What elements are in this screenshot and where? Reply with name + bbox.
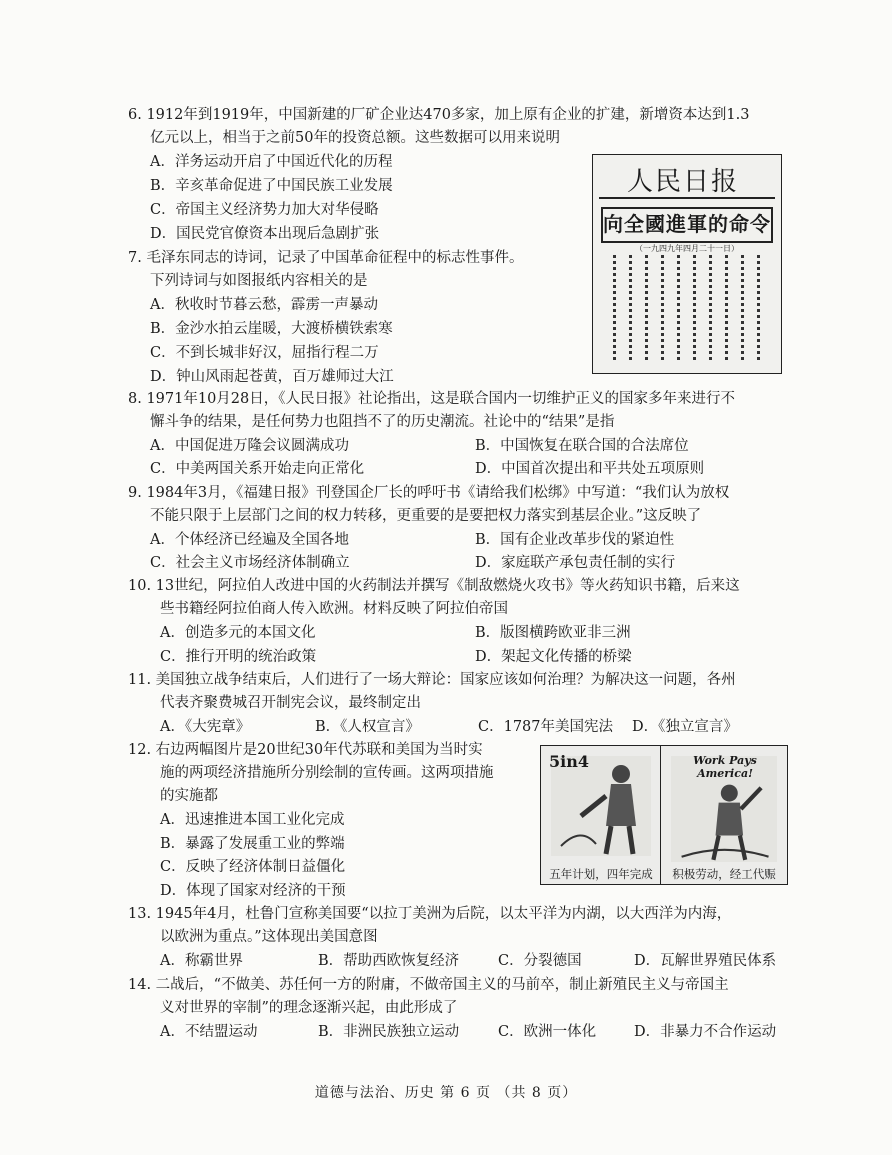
- q13-option-b: B．帮助西欧恢复经济: [318, 953, 460, 969]
- q6-option-c: C．帝国主义经济势力加大对华侵略: [150, 202, 379, 218]
- q7-line-2: 下列诗词与如图报纸内容相关的是: [150, 273, 368, 289]
- q14-line-1: [128, 976, 729, 994]
- q12-option-d: D．体现了国家对经济的干预: [160, 883, 346, 899]
- q7-option-c: C．不到长城非好汉，屈指行程二万: [150, 345, 379, 361]
- q6-text-1: 1912年到1919年，中国新建的厂矿企业达470多家，加上原有企业的扩建，新增资本达到1.3: [146, 107, 750, 123]
- q11-line-2: 代表齐聚费城召开制宪会议，最终制定出: [160, 695, 421, 711]
- q14-number: 14.: [128, 977, 152, 993]
- q9-number: 9.: [128, 485, 142, 501]
- q12-text-1: 右边两幅图片是20世纪30年代苏联和美国为当时实: [155, 742, 483, 758]
- q11-line-1: [128, 671, 736, 689]
- q7-text-1: 毛泽东同志的诗词，记录了中国革命征程中的标志性事件。: [146, 250, 524, 266]
- q9-line-2: 不能只限于上层部门之间的权力转移，更重要的是要把权力落实到基层企业。”这反映了: [150, 508, 702, 524]
- q11-option-c: C．1787年美国宪法: [478, 719, 613, 735]
- q10-option-a: A．创造多元的本国文化: [160, 625, 316, 641]
- q13-option-c: C．分裂德国: [498, 953, 582, 969]
- poster-us-work-relief: [660, 745, 788, 885]
- newspaper-text-column: [677, 255, 680, 363]
- newspaper-image: [592, 154, 782, 374]
- q12-number: 12.: [128, 742, 152, 758]
- newspaper-text-column: [613, 255, 616, 363]
- q6-line-1: [128, 106, 750, 124]
- q13-option-a: A．称霸世界: [160, 953, 243, 969]
- q8-option-d: D．中国首次提出和平共处五项原则: [475, 461, 705, 477]
- q12-option-a: A．迅速推进本国工业化完成: [160, 812, 345, 828]
- q14-option-d: D．非暴力不合作运动: [634, 1024, 777, 1040]
- worker-illustration-icon: [551, 756, 651, 856]
- q7-option-d: D．钟山风雨起苍黄，百万雄师过大江: [150, 369, 394, 385]
- q11-option-d: D．《独立宣言》: [632, 719, 738, 735]
- q9-option-c: C．社会主义市场经济体制确立: [150, 555, 350, 571]
- q13-line-2: 以欧洲为重点。”这体现出美国意图: [160, 929, 378, 945]
- q12-option-c: C．反映了经济体制日益僵化: [160, 859, 346, 875]
- q8-option-c: C．中美两国关系开始走向正常化: [150, 461, 365, 477]
- q12-line-1: [128, 741, 483, 759]
- q6-option-a: A．洋务运动开启了中国近代化的历程: [150, 154, 393, 170]
- newspaper-text-column: [661, 255, 664, 363]
- q14-option-a: A．不结盟运动: [160, 1024, 258, 1040]
- q6-option-b: B．辛亥革命促进了中国民族工业发展: [150, 178, 393, 194]
- q10-line-1: [128, 577, 740, 595]
- newspaper-text-column: [741, 255, 744, 363]
- q14-option-c: C．欧洲一体化: [498, 1024, 597, 1040]
- q8-option-a: A．中国促进万隆会议圆满成功: [150, 438, 349, 454]
- q10-option-c: C．推行开明的统治政策: [160, 649, 317, 665]
- q6-number: 6.: [128, 107, 142, 123]
- q8-text-1: 1971年10月28日，《人民日报》社论指出，这是联合国内一切维护正义的国家多年来进行不: [146, 391, 736, 407]
- q10-option-b: B．版图横跨欧亚非三洲: [475, 625, 631, 641]
- newspaper-text-column: [693, 255, 696, 363]
- page-footer: 道德与法治、历史 第 6 页 （共 8 页）: [314, 1085, 578, 1101]
- q10-line-2: 些书籍经阿拉伯商人传入欧洲。材料反映了阿拉伯帝国: [160, 601, 508, 617]
- q9-option-d: D．家庭联产承包责任制的实行: [475, 555, 676, 571]
- q14-text-1: 二战后，“不做美、苏任何一方的附庸，不做帝国主义的马前卒，制止新殖民主义与帝国主: [155, 977, 729, 993]
- newspaper-masthead: 人民日报: [627, 167, 740, 197]
- q7-option-b: B．金沙水拍云崖暖，大渡桥横铁索寒: [150, 321, 393, 337]
- poster-right-slogan: Work Pays America!: [693, 754, 757, 780]
- q12-option-b: B．暴露了发展重工业的弊端: [160, 836, 345, 852]
- q9-option-b: B．国有企业改革步伐的紧迫性: [475, 532, 675, 548]
- q9-option-a: A．个体经济已经遍及全国各地: [150, 532, 349, 548]
- q13-line-1: [128, 905, 731, 923]
- newspaper-masthead-area: [599, 159, 775, 199]
- q12-line-2: 施的两项经济措施所分别绘制的宣传画。这两项措施: [160, 765, 494, 781]
- q13-number: 13.: [128, 906, 152, 922]
- poster-right-caption: 积极劳动，经工代赈: [672, 867, 776, 881]
- q12-line-3: 的实施都: [160, 788, 218, 804]
- q9-line-1: [128, 484, 729, 502]
- q14-option-b: B．非洲民族独立运动: [318, 1024, 460, 1040]
- poster-left-caption: 五年计划，四年完成: [549, 867, 653, 881]
- q8-line-2: 懈斗争的结果，是任何势力也阻挡不了的历史潮流。社论中的“结果”是指: [150, 414, 615, 430]
- q8-option-b: B．中国恢复在联合国的合法席位: [475, 438, 689, 454]
- newspaper-headline: 向全國進軍的命令: [601, 207, 773, 243]
- q7-number: 7.: [128, 250, 142, 266]
- newspaper-text-column: [645, 255, 648, 363]
- q13-option-d: D．瓦解世界殖民体系: [634, 953, 777, 969]
- q10-option-d: D．架起文化传播的桥梁: [475, 649, 632, 665]
- q6-line-2: 亿元以上，相当于之前50年的投资总额。这些数据可以用来说明: [150, 130, 560, 146]
- q11-text-1: 美国独立战争结束后，人们进行了一场大辩论：国家应该如何治理？为解决这一问题，各州: [155, 672, 736, 688]
- q10-text-1: 13世纪，阿拉伯人改进中国的火药制法并撰写《制敌燃烧火攻书》等火药知识书籍，后来这: [155, 578, 740, 594]
- q11-option-b: B．《人权宣言》: [315, 719, 420, 735]
- q8-line-1: [128, 390, 735, 408]
- newspaper-text-column: [709, 255, 712, 363]
- newspaper-text-column: [725, 255, 728, 363]
- newspaper-text-column: [629, 255, 632, 363]
- q11-option-a: A．《大宪章》: [160, 719, 251, 735]
- q14-line-2: 义对世界的宰制”的理念逐渐兴起，由此形成了: [160, 1000, 458, 1016]
- q13-text-1: 1945年4月，杜鲁门宣称美国要“以拉丁美洲为后院，以太平洋为内湖，以大西洋为内海，: [155, 906, 732, 922]
- newspaper-text-column: [757, 255, 760, 363]
- q7-line-1: [128, 249, 523, 267]
- poster-soviet-five-year-plan: [540, 745, 662, 885]
- q10-number: 10.: [128, 578, 152, 594]
- q6-option-d: D．国民党官僚资本出现后急剧扩张: [150, 226, 380, 242]
- q11-number: 11.: [128, 672, 152, 688]
- newspaper-date: （一九四九年四月二十一日）: [635, 244, 739, 253]
- q7-option-a: A．秋收时节暮云愁，霹雳一声暴动: [150, 297, 378, 313]
- poster-left-slogan: 5in4: [549, 752, 589, 771]
- q9-text-1: 1984年3月，《福建日报》刊登国企厂长的呼吁书《请给我们松绑》中写道：“我们认为放权: [146, 485, 730, 501]
- q8-number: 8.: [128, 391, 142, 407]
